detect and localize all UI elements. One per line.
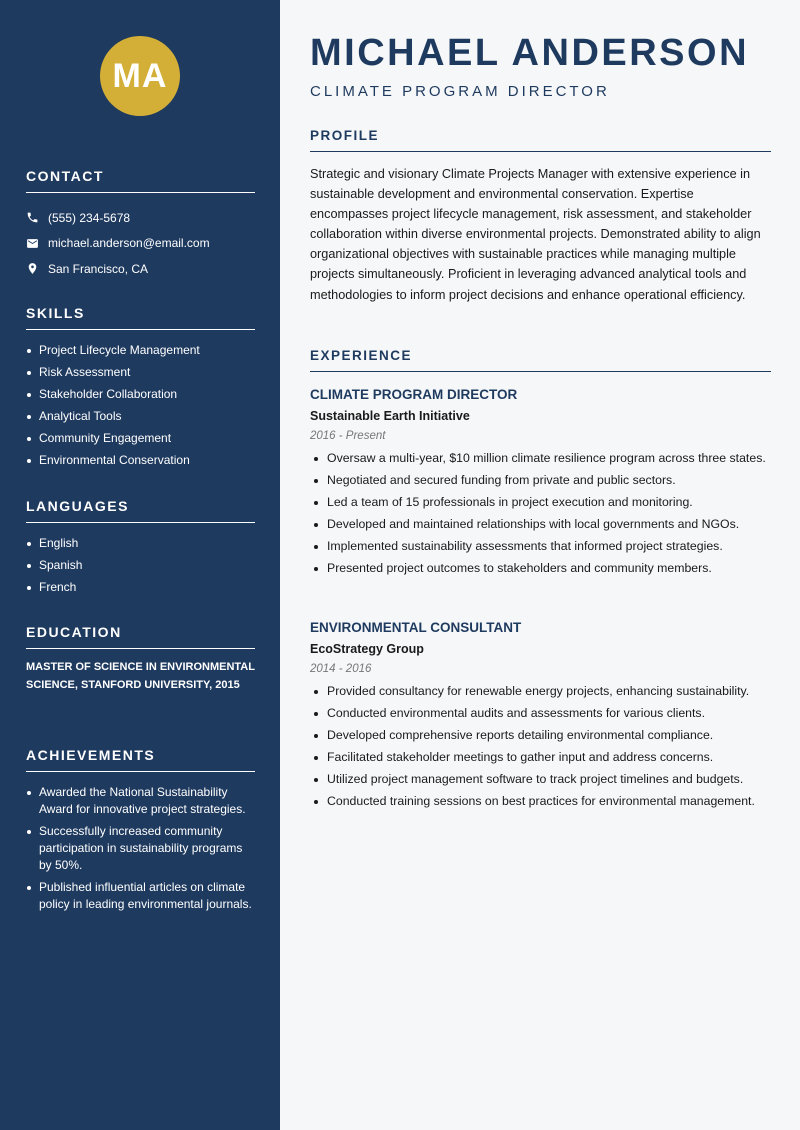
list-item: English [26,535,255,552]
list-item: Spanish [26,557,255,574]
list-item: Implemented sustainability assessments that informed project strategies. [310,538,771,556]
list-item: French [26,579,255,596]
education-heading: EDUCATION [26,624,255,649]
list-item: Awarded the National Sustainability Award for innovative project strategies. [26,784,255,818]
list-item: Published influential articles on climate policy in leading environmental journals. [26,879,255,913]
list-item: Negotiated and secured funding from private and public sectors. [310,472,771,490]
contact-heading: CONTACT [26,168,255,193]
list-item: Conducted training sessions on best practices for environmental management. [310,793,771,811]
list-item: Project Lifecycle Management [26,342,255,359]
list-item: Analytical Tools [26,408,255,425]
profile-heading: PROFILE [310,128,771,152]
location-pin-icon [26,262,39,275]
job-bullets [310,450,771,578]
skills-heading: SKILLS [26,305,255,330]
phone-icon [26,211,39,224]
list-item: Environmental Conservation [26,452,255,469]
job-company: Sustainable Earth Initiative [310,409,470,423]
list-item: Led a team of 15 professionals in project execution and monitoring. [310,494,771,512]
phone-text: (555) 234-5678 [48,210,131,225]
contact-section [26,168,255,282]
job-company: EcoStrategy Group [310,642,424,656]
job-entry [310,387,771,582]
contact-list [26,205,255,282]
list-item: Developed comprehensive reports detailing environmental compliance. [310,727,771,745]
contact-phone [26,205,255,231]
achievements-heading: ACHIEVEMENTS [26,747,255,772]
job-entry [310,620,771,815]
achievements-section [26,747,255,918]
avatar-initials: MA [112,56,168,95]
sidebar [0,0,280,1130]
list-item: Risk Assessment [26,364,255,381]
list-item: Provided consultancy for renewable energy projects, enhancing sustainability. [310,683,771,701]
skills-section [26,305,255,474]
job-title: ENVIRONMENTAL CONSULTANT [310,620,522,635]
contact-location [26,256,255,282]
list-item: Presented project outcomes to stakeholders and community members. [310,560,771,578]
candidate-title: CLIMATE PROGRAM DIRECTOR [310,83,610,100]
contact-email [26,231,255,257]
avatar [100,36,180,116]
list-item: Community Engagement [26,430,255,447]
languages-section [26,498,255,601]
location-text: San Francisco, CA [48,261,149,276]
list-item: Developed and maintained relationships with local governments and NGOs. [310,516,771,534]
job-dates: 2016 - Present [310,430,386,442]
list-item: Conducted environmental audits and assessments for various clients. [310,705,771,723]
job-title: CLIMATE PROGRAM DIRECTOR [310,387,518,402]
education-section [26,624,255,694]
job-bullets [310,683,771,811]
list-item: Oversaw a multi-year, $10 million climate resilience program across three states. [310,450,771,468]
candidate-name: MICHAEL ANDERSON [310,32,750,74]
job-dates: 2014 - 2016 [310,663,372,675]
list-item: Facilitated stakeholder meetings to gather input and address concerns. [310,749,771,767]
education-degree: MASTER OF SCIENCE IN ENVIRONMENTAL SCIENCE, STANFORD UNIVERSITY, 2015 [26,661,255,691]
email-icon [26,237,39,250]
list-item: Stakeholder Collaboration [26,386,255,403]
list-item: Utilized project management software to track project timelines and budgets. [310,771,771,789]
profile-text: Strategic and visionary Climate Projects Manager with extensive experience in sustainable development and environmental conservation. Expertise encompasses project lifecycle management, risk assessment, and stakeholder collaboration within diverse environmental projects. Demonstrated ability to align organizational objectives with sustainable practices while managing multiple projects simultaneously. Proficient in leveraging advanced analytical tools and methodologies to inform project decisions and enhance operational efficiency. [310,167,761,302]
experience-heading: EXPERIENCE [310,348,771,372]
achievements-list [26,784,255,913]
list-item: Successfully increased community participation in sustainability programs by 50%. [26,823,255,874]
languages-heading: LANGUAGES [26,498,255,523]
skills-list [26,342,255,469]
email-text: michael.anderson@email.com [48,236,210,251]
languages-list [26,535,255,596]
